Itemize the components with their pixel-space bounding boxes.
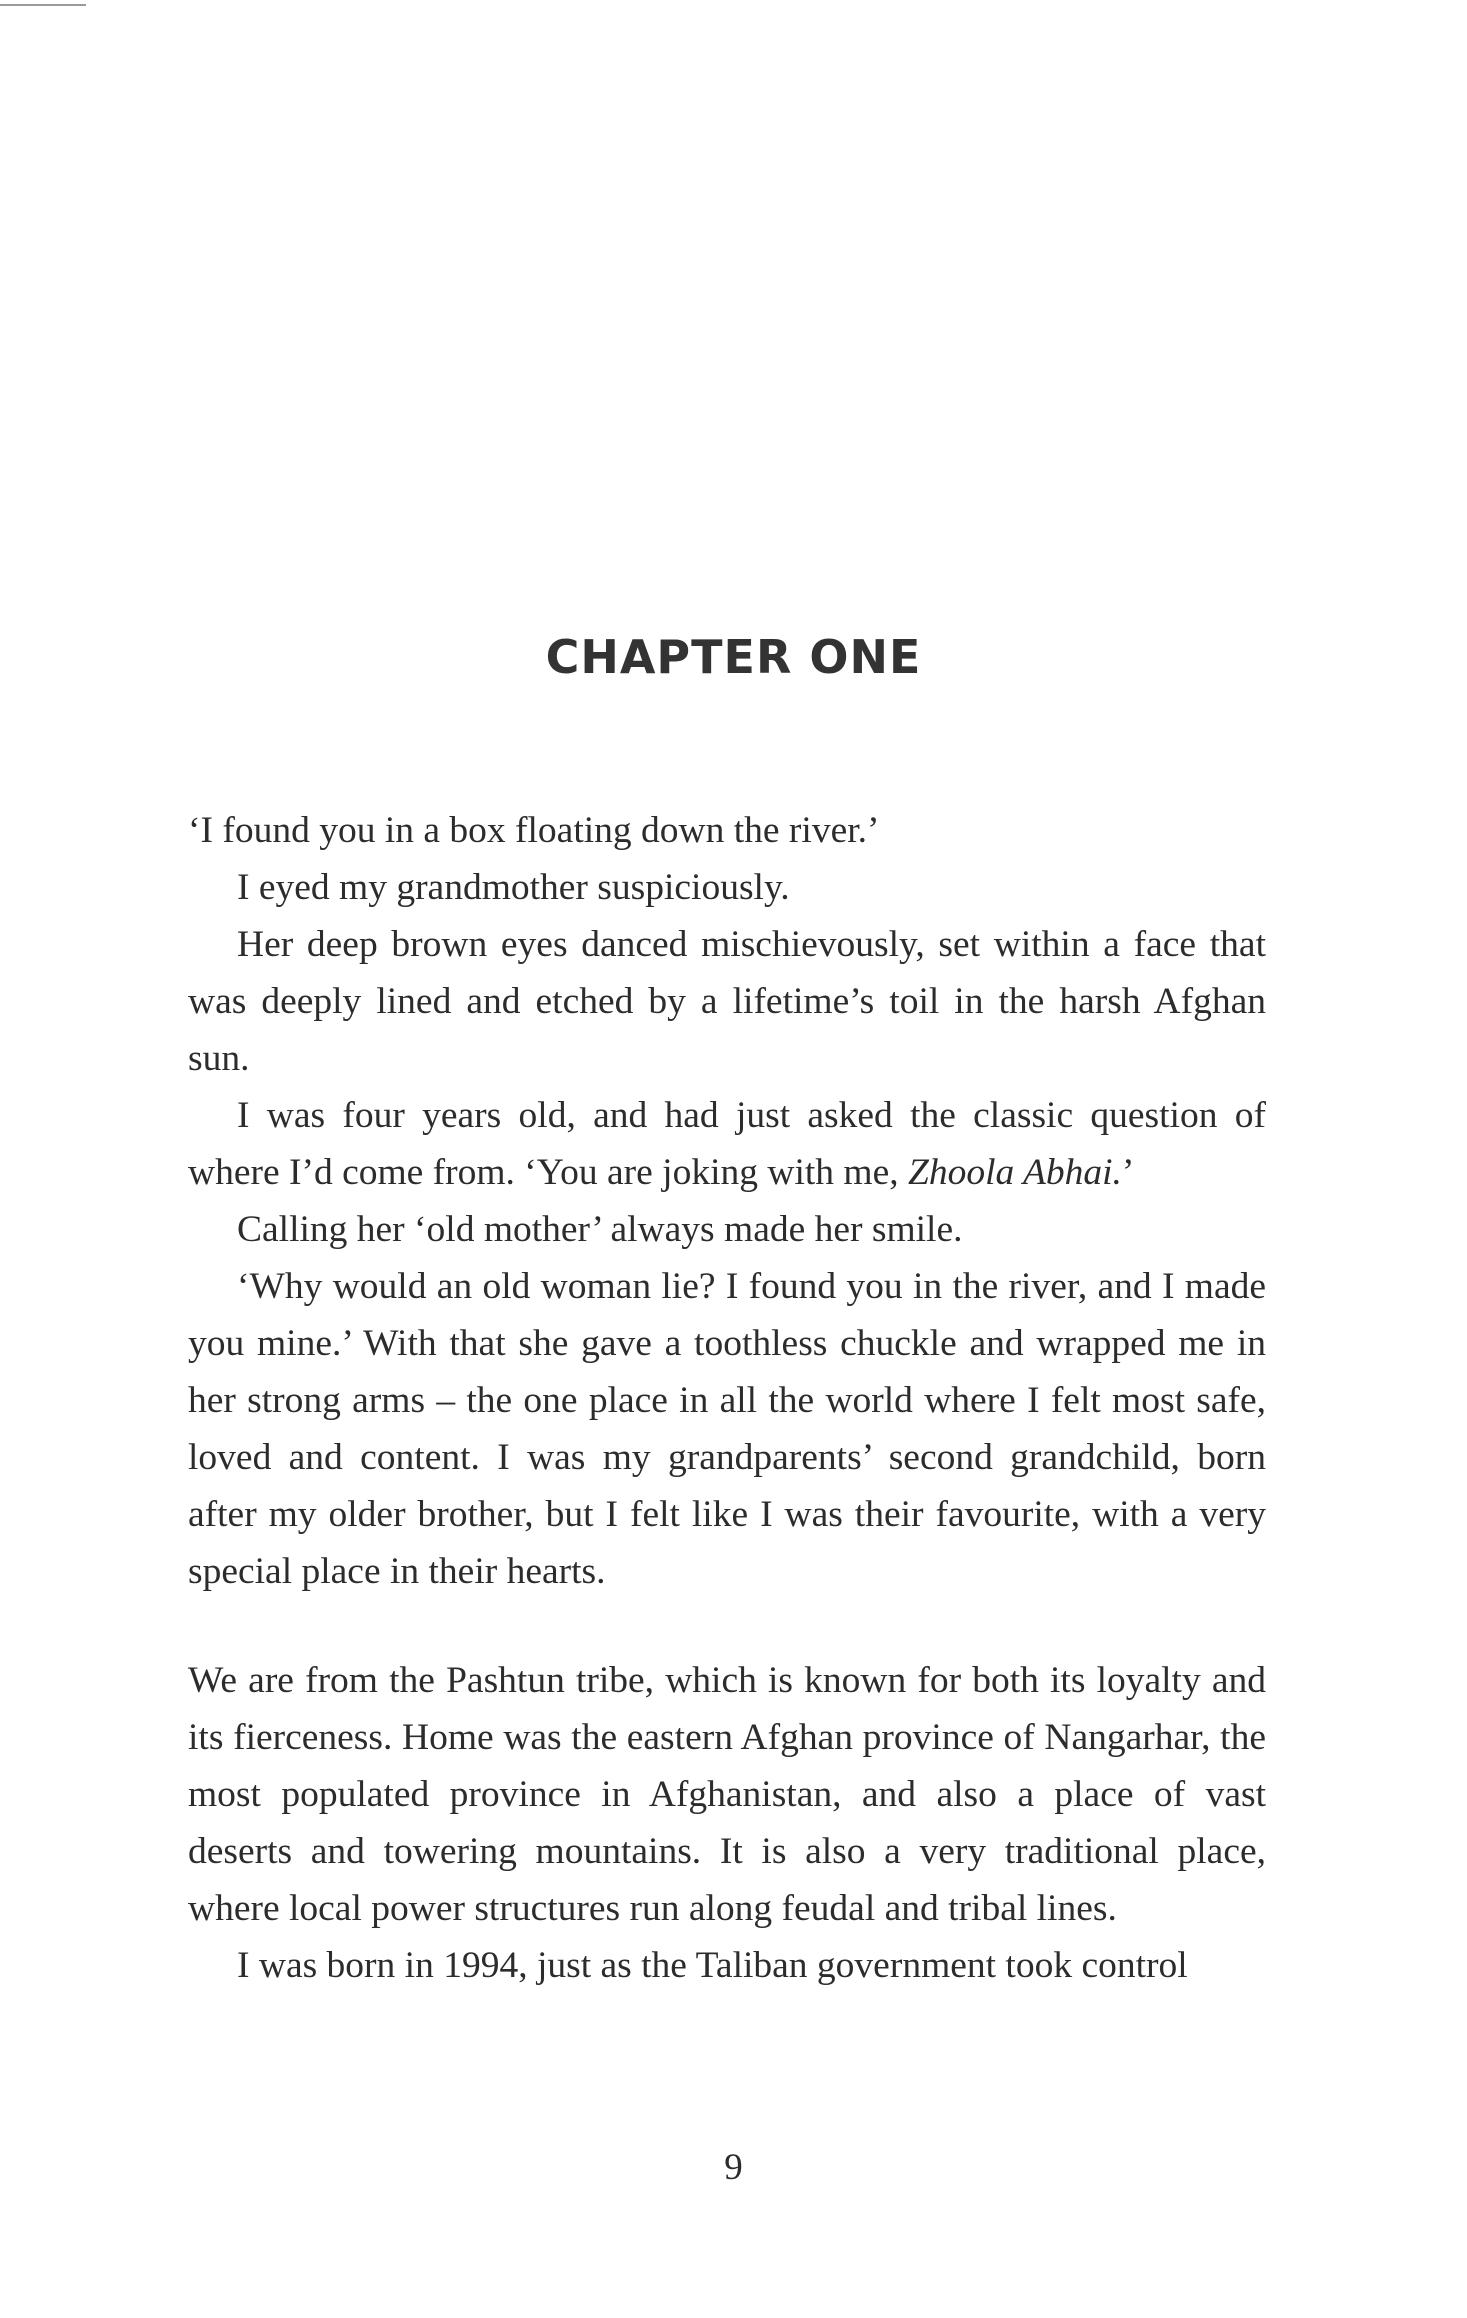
scan-edge-mark: [0, 4, 86, 6]
paragraph: I eyed my grandmother suspiciously.: [237, 867, 790, 908]
paragraph: [188, 1087, 1266, 1201]
paragraph-text: I was four years old, and had just asked the classic question of where I’d come from. ‘You are joking with me,: [188, 1095, 1266, 1193]
closing-quote: ’: [1121, 1152, 1135, 1193]
chapter-title: CHAPTER ONE: [545, 629, 922, 684]
page-number: 9: [724, 2147, 743, 2188]
paragraph: We are from the Pashtun tribe, which is known for both its loyalty and its fierceness. Home was the eastern Afghan province of Nangarhar, the most populated province in Afghanistan, and also a place of vast deserts and towering mountains. It is also a very traditional place, where local power structures run along feudal and tribal lines.: [188, 1660, 1266, 1929]
paragraph: Her deep brown eyes danced mischievously, set within a face that was deeply lined and etched by a lifetime’s toil in the harsh Afghan sun.: [188, 924, 1266, 1079]
section-2: [188, 1652, 1266, 1994]
section-1: [188, 802, 1266, 1600]
italic-name: Zhoola Abhai.: [907, 1152, 1122, 1193]
paragraph: I was born in 1994, just as the Taliban government took control: [237, 1945, 1188, 1986]
paragraph: Calling her ‘old mother’ always made her smile.: [237, 1209, 963, 1250]
paragraph: ‘Why would an old woman lie? I found you in the river, and I made you mine.’ With that she gave a toothless chuckle and wrapped me in her strong arms – the one place in all the world where I felt most safe, loved and content. I was my grandparents’ second grandchild, born after my older brother, but I felt like I was their favourite, with a very special place in their hearts.: [188, 1266, 1266, 1592]
paragraph: ‘I found you in a box floating down the river.’: [188, 810, 880, 851]
